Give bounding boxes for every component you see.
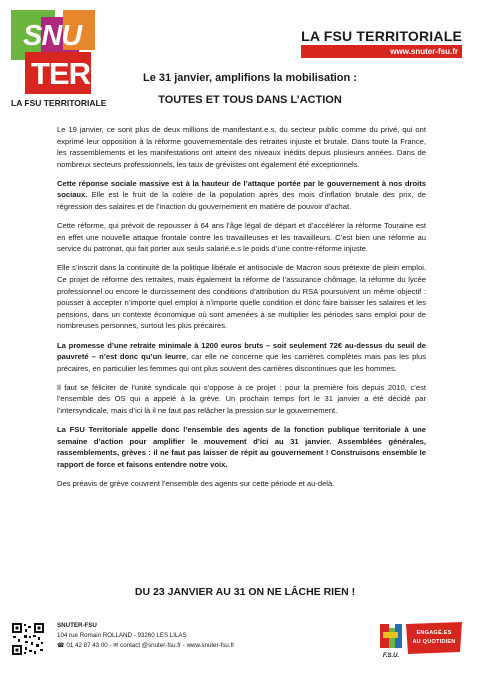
- brand-url[interactable]: www.snuter-fsu.fr: [301, 45, 462, 58]
- logo-snu-text: SNU: [23, 20, 82, 52]
- logo-ter-text: TER: [31, 56, 90, 91]
- brand-name: LA FSU TERRITORIALE: [301, 28, 462, 44]
- paragraph-7: [57, 424, 426, 470]
- paragraph-4: Elle s’inscrit dans la continuité de la politique libérale et antisociale de Macron sous prétexte de plein emploi. Ce projet de réforme des retraites, mais également la réforme de l’assurance chômage, la réforme du lycée professionnel ou encore le durcissement des conditions d’attribution du RSA poursuivent un même objectif : pousser à accepter n’importe quel emploi à n’importe quelle condition et donc faire baisser les salaires et les pensions, dans un contexte économique où sont amenées à se multiplier les périodes sans emploi pour de nombreuses personnes, surtout les plus précaires.: [57, 263, 426, 331]
- brand-block: [301, 29, 462, 58]
- fsu-logo-icon: [378, 622, 404, 660]
- paragraph-3: Cette réforme, qui prévoit de repousser à 64 ans l’âge légal de départ et d’accélérer la réforme Touraine est en effet une nouvelle attaque frontale contre les travailleuses et les travailleurs. C’est bien une réforme au service du patronat, qui fait porter aux seuls salarié.e.s le poids d’une contre-réforme injuste.: [57, 221, 426, 254]
- closing-slogan: DU 23 JANVIER AU 31 ON NE LÂCHE RIEN !: [134, 586, 356, 598]
- paragraph-5: [57, 340, 426, 375]
- paragraph-1: Le 19 janvier, ce sont plus de deux millions de manifestant.e.s, du secteur public comme du privé, qui ont exprimé leur opposition à la réforme gouvernementale des retraites injuste et brutale. Dans toute la France, les rassemblements et les manifestations ont atteint des niveaux inédits depuis plusieurs années. Dans de nombreux secteurs professionnels, les taux de grévistes ont également été exceptionnels.: [57, 125, 426, 169]
- paragraph-2-bold: Cette réponse sociale massive est à la hauteur de l’attaque portée par le gouvernement à nos droits sociaux.: [57, 178, 426, 200]
- fsu-logo-label: F.S.U.: [382, 653, 400, 659]
- logo-caption: LA FSU TERRITORIALE: [11, 98, 107, 108]
- page-subtitle: TOUTES ET TOUS DANS L’ACTION: [158, 94, 342, 106]
- page-title: Le 31 janvier, amplifions la mobilisation :: [143, 72, 357, 84]
- article-body: [57, 124, 426, 497]
- badge-line-2: AU QUOTIDIEN: [412, 639, 456, 645]
- paragraph-7-bold: La FSU Territoriale appelle donc l’ensemble des agents de la fonction publique territoriale à une semaine d’action pour amplifier le mouvement d’ici au 31 janvier. Assemblées générales, rassemblements, grèves : il ne faut pas laisser de répit au gouvernement ! Construisons ensemble le rapport de force et faisons entendre notre voix.: [57, 425, 426, 469]
- footer-address: 104 rue Romain ROLLAND - 93260 LES LILAS: [57, 632, 187, 639]
- paragraph-5-rest: , car elle ne concerne que les carrières complètes mais pas les plus précaires, en particulier les femmes qui ont plus souvent des carrières discontinues que les hommes.: [57, 352, 427, 373]
- footer-contact: [57, 621, 234, 651]
- engagement-badge: [406, 622, 462, 654]
- footer-contact-line[interactable]: ☎ 01 42 87 43 00 - ✉ contact @snuter-fsu.fr - www.snuter-fsu.fr: [57, 642, 235, 649]
- paragraph-8: Des préavis de grève couvrent l’ensemble des agents sur cette période et au-delà.: [57, 478, 335, 488]
- snuter-logo: [11, 10, 107, 108]
- paragraph-2-rest: Elle est le fruit de la colère de la population après des mois d’inflation brutale des prix, de régression des salaires et de l’inaction du gouvernement en matière de pouvoir d’achat.: [57, 190, 426, 212]
- badge-line-1: ENGAGÉ.ES: [416, 630, 452, 636]
- paragraph-5-bold: La promesse d’une retraite minimale à 1200 euros bruts – soit seulement 72€ au-dessus du seuil de pauvreté – n’est donc qu’un leurre: [57, 340, 426, 362]
- paragraph-6: Il faut se féliciter de l’unité syndicale qui s’oppose à ce projet : pour la première fois depuis 2010, c’est l’ensemble des OS qui a appelé à la grève. Un prochain temps fort le 31 janvier a été décidé par l’intersyndicale, mais d’ici là il ne faut pas relâcher la pression sur le gouvernement.: [57, 382, 426, 415]
- footer-org: SNUTER-FSU: [57, 622, 97, 629]
- qr-code-icon: [11, 622, 45, 656]
- paragraph-2: [57, 178, 426, 213]
